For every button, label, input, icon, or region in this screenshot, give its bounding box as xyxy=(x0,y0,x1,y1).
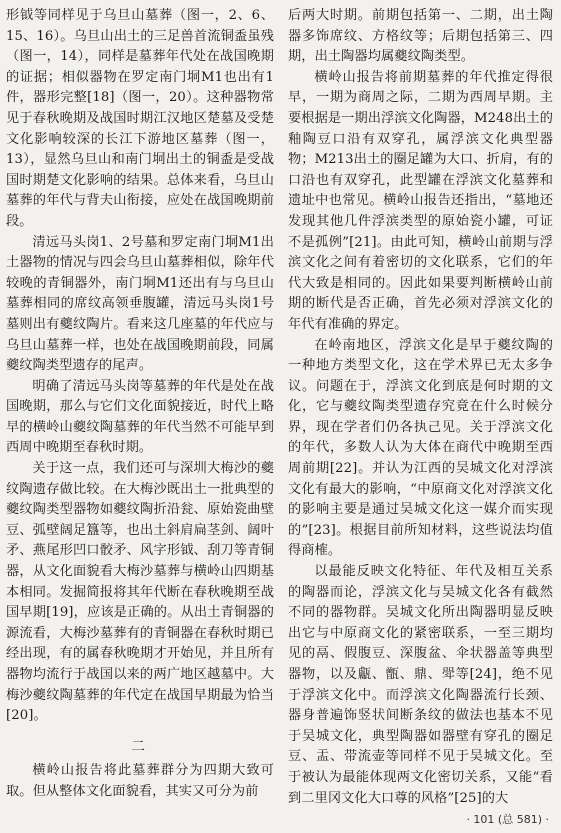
paragraph: 明确了清远马头岗等墓葬的年代是处在战国晚期，那么与它们文化面貌接近，时代上略早的横岭山夔纹陶墓葬的年代当然不可能早到西周中晚期至春秋时期。 xyxy=(6,378,274,456)
section-heading: 二 xyxy=(131,738,149,755)
paragraph: 横岭山报告将此墓葬群分为四期大致可取。但从整体文化面貌看，其实又可分为前 xyxy=(6,763,274,799)
paragraph: 在岭南地区，浮滨文化是早于夔纹陶的一种地方类型文化，这在学术界已无太多争议。问题在于，浮滨文化到底是何时期的文化，它与夔纹陶类型遗存究竟在什么时候分界，现在学者们仍各执己见。关于浮滨文化的年代，多数人认为大体在商代中晚期至西周前期[22]。并认为江西的吴城文化对浮滨文化有最大的影响，“中原商文化对浮滨文化的影响主要是通过吴城文化这一媒介而实现的”[23]。根据目前所知材料，这些说法均值得商榷。 xyxy=(288,337,553,559)
left-column xyxy=(6,6,274,803)
paragraph: 关于这一点，我们还可与深圳大梅沙的夔纹陶遗存做比较。在大梅沙既出土一批典型的夔纹陶类型器物如夔纹陶折沿瓮、原始瓷曲壁豆、弧壁阔足簋等，也出土斜肩扁茎剑、阔叶矛、燕尾形凹口骹矛、风字形钺、刮刀等青铜器，从文化面貌看大梅沙墓葬与横岭山四期基本相同。发掘简报将其年代断在春秋晚期至战国早期[19]，应该是正确的。从出土青铜器的源流看，大梅沙墓葬有的青铜器在春秋时期已经出现，有的属春秋晚期才开始见，并且所有器物均流行于战国以来的两广地区越墓中。大梅沙夔纹陶墓葬的年代定在战国早期最为恰当[20]。 xyxy=(6,461,274,724)
paragraph: 清远马头岗1、2号墓和罗定南门垌M1出土器物的情况与四会乌旦山墓葬相似，除年代较晚的青铜器外，南门垌M1还出有与乌旦山墓葬相同的席纹高领垂腹罐，清远马头岗1号墓则出有夔纹陶片。看来这几座墓的年代应与乌旦山墓葬一样，也处在战国晚期前段，同属夔纹陶类型遗存的尾声。 xyxy=(6,234,274,374)
page-number: · 101 (总 581) · xyxy=(466,813,549,826)
right-column xyxy=(288,6,553,809)
paragraph: 后两大时期。前期包括第一、二期，出土陶器多饰席纹、方格纹等；后期包括第三、四期，出土陶器均属夔纹陶类型。 xyxy=(288,8,553,65)
paragraph: 形钺等同样见于乌旦山墓葬（图一，2、6、15、16）。乌旦山出土的三足兽首流铜盉虽残（图一，14），同样是墓葬年代处在战国晚期的证据；相似器物在罗定南门垌M1也出有1件，器形完整[18]（图一，20）。这种器物常见于春秋晚期及战国时期江汉地区楚墓及受楚文化影响较深的长江下游地区墓葬（图一，13），显然乌旦山和南门垌出土的铜盉是受战国时期楚文化影响的结果。总体来看，乌旦山墓葬的年代与背夫山衔接，应处在战国晚期前段。 xyxy=(6,8,274,229)
paragraph: 以最能反映文化特征、年代及相互关系的陶器而论，浮滨文化与吴城文化各有截然不同的器物群。吴城文化所出陶器明显反映出它与中原商文化的紧密联系，一至三期均见的鬲、假腹豆、深腹盆、伞状器盖等典型器物，以及甗、甑、鼎、斝等[24]，绝不见于浮滨文化中。而浮滨文化陶器流行长颈、器身普遍饰竖状间断条纹的做法也基本不见于吴城文化，典型陶器如器壁有穿孔的圈足豆、盂、带流壶等同样不见于吴城文化。至于被认为最能体现两文化密切关系，又能“看到二里冈文化大口尊的风格”[25]的大 xyxy=(288,564,553,806)
paragraph: 横岭山报告将前期墓葬的年代推定得很早，一期为商周之际，二期为西周早期。主要根据是一期出浮滨文化陶器，M248出土的釉陶豆口沿有双穿孔，属浮滨文化典型器物；M213出土的圈足罐为大口、折肩，有的口沿也有双穿孔，此型罐在浮滨文化墓葬和遗址中也常见。横岭山报告还指出，“墓地还发现其他几件浮滨类型的原始瓷小罐，可证不是孤例”[21]。由此可知，横岭山前期与浮滨文化之间有着密切的文化联系，它们的年代大致是相同的。因此如果要判断横岭山前期的断代是否正确，首先必须对浮滨文化的年代有准确的界定。 xyxy=(288,69,553,332)
